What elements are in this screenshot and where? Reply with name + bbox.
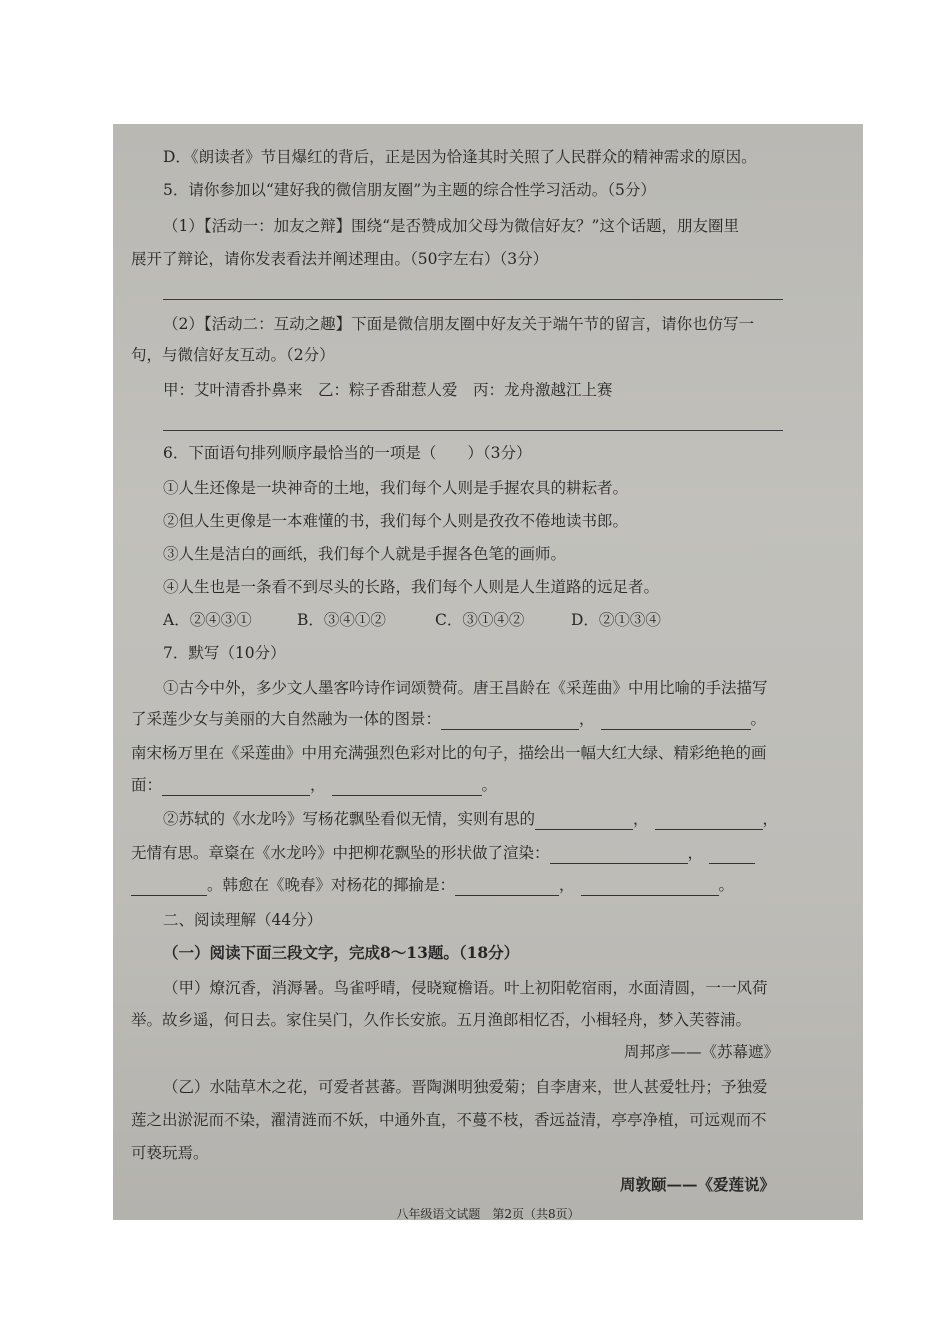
passage-jia-source: 周邦彦——《苏幕遮》	[623, 1043, 779, 1061]
passage-yi-source: 周敦颐——《爱莲说》	[619, 1175, 775, 1194]
fill-blank[interactable]	[550, 845, 688, 864]
q6-sentence-1: ①人生还像是一块神奇的土地，我们每个人则是手握农具的耕耘者。	[163, 479, 629, 497]
q4-option-d: D．《朗读者》节目爆红的背后，正是因为恰逢其时关照了人民群众的精神需求的原因。	[163, 148, 757, 166]
fill-blank[interactable]	[162, 777, 310, 796]
fill-blank[interactable]	[655, 811, 763, 830]
q6-title: 6．下面语句排列顺序最恰当的一项是（ ）（3分）	[163, 444, 532, 462]
q5-examples: 甲：艾叶清香扑鼻来 乙：粽子香甜惹人爱 丙：龙舟激越江上赛	[163, 381, 613, 399]
q7-a-line4: 面： ， 。	[131, 776, 498, 794]
passage-jia-line1: （甲）燎沉香，消溽暑。鸟雀呼晴，侵晓窥檐语。叶上初阳乾宿雨，水面清圆，一一风荷	[163, 979, 768, 997]
q7-b-line3: 。韩愈在《晚春》对杨花的揶揄是： ， 。	[131, 874, 734, 896]
q6-sentence-3: ③人生是洁白的画纸，我们每个人就是手握各色笔的画师。	[163, 545, 567, 563]
section-2-subtitle: （一）阅读下面三段文字，完成8～13题。（18分）	[163, 943, 520, 962]
fill-blank[interactable]	[535, 811, 633, 830]
section-2-title: 二、阅读理解（44分）	[163, 911, 323, 929]
q6-option-a[interactable]: A．②④③①	[163, 611, 252, 629]
q7-a-line3: 南宋杨万里在《采莲曲》中用充满强烈色彩对比的句子，描绘出一幅大红大绿、精彩绝艳的画	[131, 744, 767, 762]
fill-blank[interactable]	[709, 845, 755, 864]
passage-yi-line1: （乙）水陆草木之花，可爱者甚蕃。晋陶渊明独爱菊；自李唐来，世人甚爱牡丹；予独爱	[163, 1078, 768, 1096]
q7-a-line1: ①古今中外，多少文人墨客吟诗作词颂赞荷。唐王昌龄在《采莲曲》中用比喻的手法描写	[163, 679, 768, 697]
q5-title: 5．请你参加以“建好我的微信朋友圈”为主题的综合性学习活动。（5分）	[163, 181, 656, 199]
q5-part1-line1: （1）【活动一：加友之辩】围绕“是否赞成加父母为微信好友？”这个话题，朋友圈里	[163, 217, 739, 235]
fill-blank[interactable]	[332, 777, 482, 796]
q5-part1-line2: 展开了辩论，请你发表看法并阐述理由。（50字左右）（3分）	[131, 250, 549, 268]
q7-b-line2: 无情有思。章楶在《水龙吟》中把柳花飘坠的形状做了渲染： ，	[131, 842, 755, 864]
q7-a-line2: 了采莲少女与美丽的大自然融为一体的图景： ， 。	[131, 710, 767, 728]
passage-yi-line2: 莲之出淤泥而不染，濯清涟而不妖，中通外直，不蔓不枝，香远益清，亭亭净植，可远观而不	[131, 1111, 767, 1129]
passage-yi-line3: 可亵玩焉。	[131, 1144, 209, 1162]
fill-blank[interactable]	[581, 877, 719, 896]
answer-line[interactable]	[163, 299, 783, 300]
q5-part2-line2: 句，与微信好友互动。（2分）	[131, 346, 335, 364]
q7-b-line1: ②苏轼的《水龙吟》写杨花飘坠看似无情，实则有思的 ， ，	[163, 810, 779, 828]
passage-jia-line2: 举。故乡遥，何日去。家住吴门，久作长安旅。五月渔郎相忆否，小楫轻舟，梦入芙蓉浦。	[131, 1011, 752, 1029]
q6-sentence-2: ②但人生更像是一本难懂的书，我们每个人则是孜孜不倦地读书郎。	[163, 512, 629, 530]
fill-blank[interactable]	[131, 877, 207, 896]
fill-blank[interactable]	[601, 711, 751, 730]
q5-part2-line1: （2）【活动二：互动之趣】下面是微信朋友圈中好友关于端午节的留言，请你也仿写一	[163, 315, 755, 333]
q6-option-d[interactable]: D．②①③④	[571, 611, 661, 629]
exam-page	[113, 124, 863, 1220]
page-footer: 八年级语文试题 第2页（共8页）	[396, 1207, 580, 1221]
q6-option-b[interactable]: B．③④①②	[297, 611, 386, 629]
q6-option-c[interactable]: C．③①④②	[435, 611, 525, 629]
fill-blank[interactable]	[441, 711, 579, 730]
q6-sentence-4: ④人生也是一条看不到尽头的长路，我们每个人则是人生道路的远足者。	[163, 578, 660, 596]
answer-line[interactable]	[163, 430, 783, 431]
fill-blank[interactable]	[455, 877, 559, 896]
q7-title: 7．默写（10分）	[163, 644, 286, 662]
